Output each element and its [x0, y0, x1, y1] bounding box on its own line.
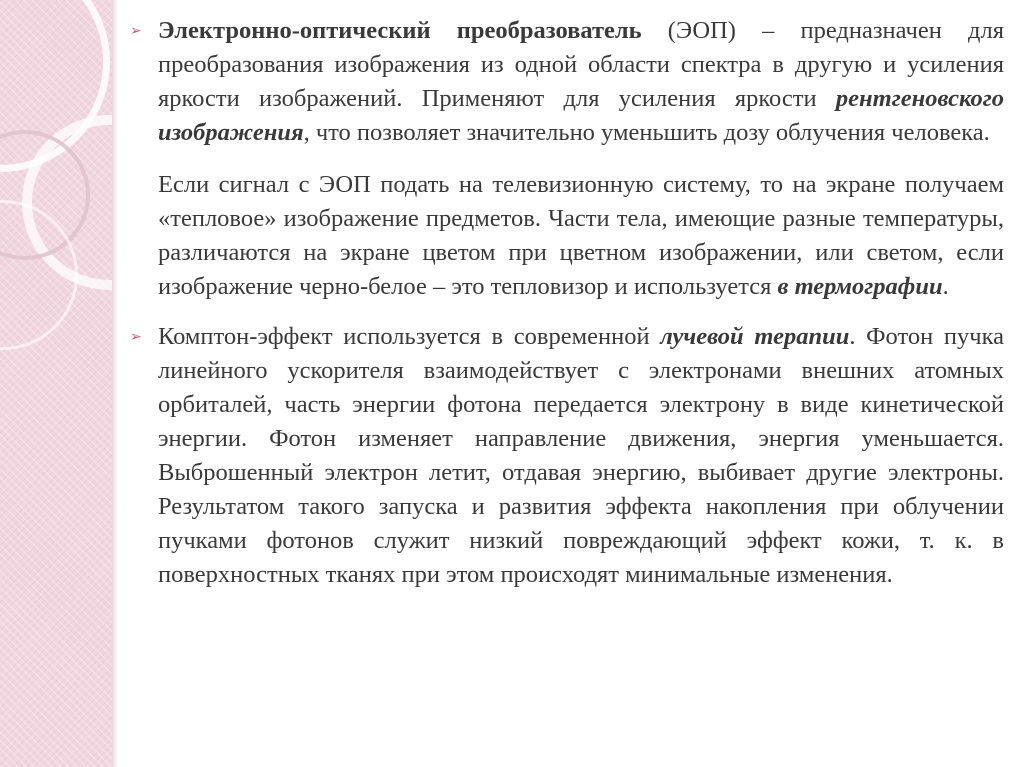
term-eop: Электронно-оптический преобразователь: [158, 17, 642, 44]
emphasis-thermography: в термографии: [777, 273, 943, 300]
text-segment: , что позволяет значительно уменьшить дозу облучения человека.: [303, 119, 990, 146]
paragraph-compton-effect: [158, 320, 1004, 592]
text-segment: (ЭОП) – предназначен для преобразования изображения из одной области спектра в другую и усиления яркости изображений. Применяют для усиления яркости: [158, 17, 1004, 112]
paragraph-eop-definition: [158, 14, 1004, 150]
text-segment: . Фотон пучка линейного ускорителя взаимодействует с электронами внешних атомных орбиталей, часть энергии фотона передается электрону в виде кинетической энергии. Фотон изменяет направление движения, энергия уменьшается. Выброшенный электрон летит, отдавая энергию, выбивает другие электроны. Результатом такого запуска и развития эффекта накопления при облучении пучками фотонов служит низкий повреждающий эффект кожи, т. к. в поверхностных тканях при этом происходят минимальные изменения.: [158, 323, 1005, 588]
paragraph-thermography: [158, 168, 1004, 304]
emphasis-xray-image: рентгеновского изображения: [158, 85, 1004, 146]
bullet-arrow-icon: ➢: [130, 329, 142, 345]
emphasis-radiation-therapy: лучевой терапии: [660, 323, 850, 350]
sidebar-edge: [112, 0, 118, 767]
slide-content: [130, 14, 1004, 592]
text-segment: .: [942, 273, 949, 300]
bullet-block-compton: [130, 320, 1004, 592]
decorative-sidebar: [0, 0, 112, 767]
bullet-arrow-icon: ➢: [130, 23, 142, 39]
bullet-block-eop: [130, 14, 1004, 304]
text-segment: Если сигнал с ЭОП подать на телевизионную систему, то на экране получаем «тепловое» изображение предметов. Части тела, имеющие разные температуры, различаются на экране цветом при цветном изображении, или светом, если изображение черно-белое – это тепловизор и используется: [158, 171, 1004, 300]
text-segment: Комптон-эффект используется в современной: [158, 323, 661, 350]
